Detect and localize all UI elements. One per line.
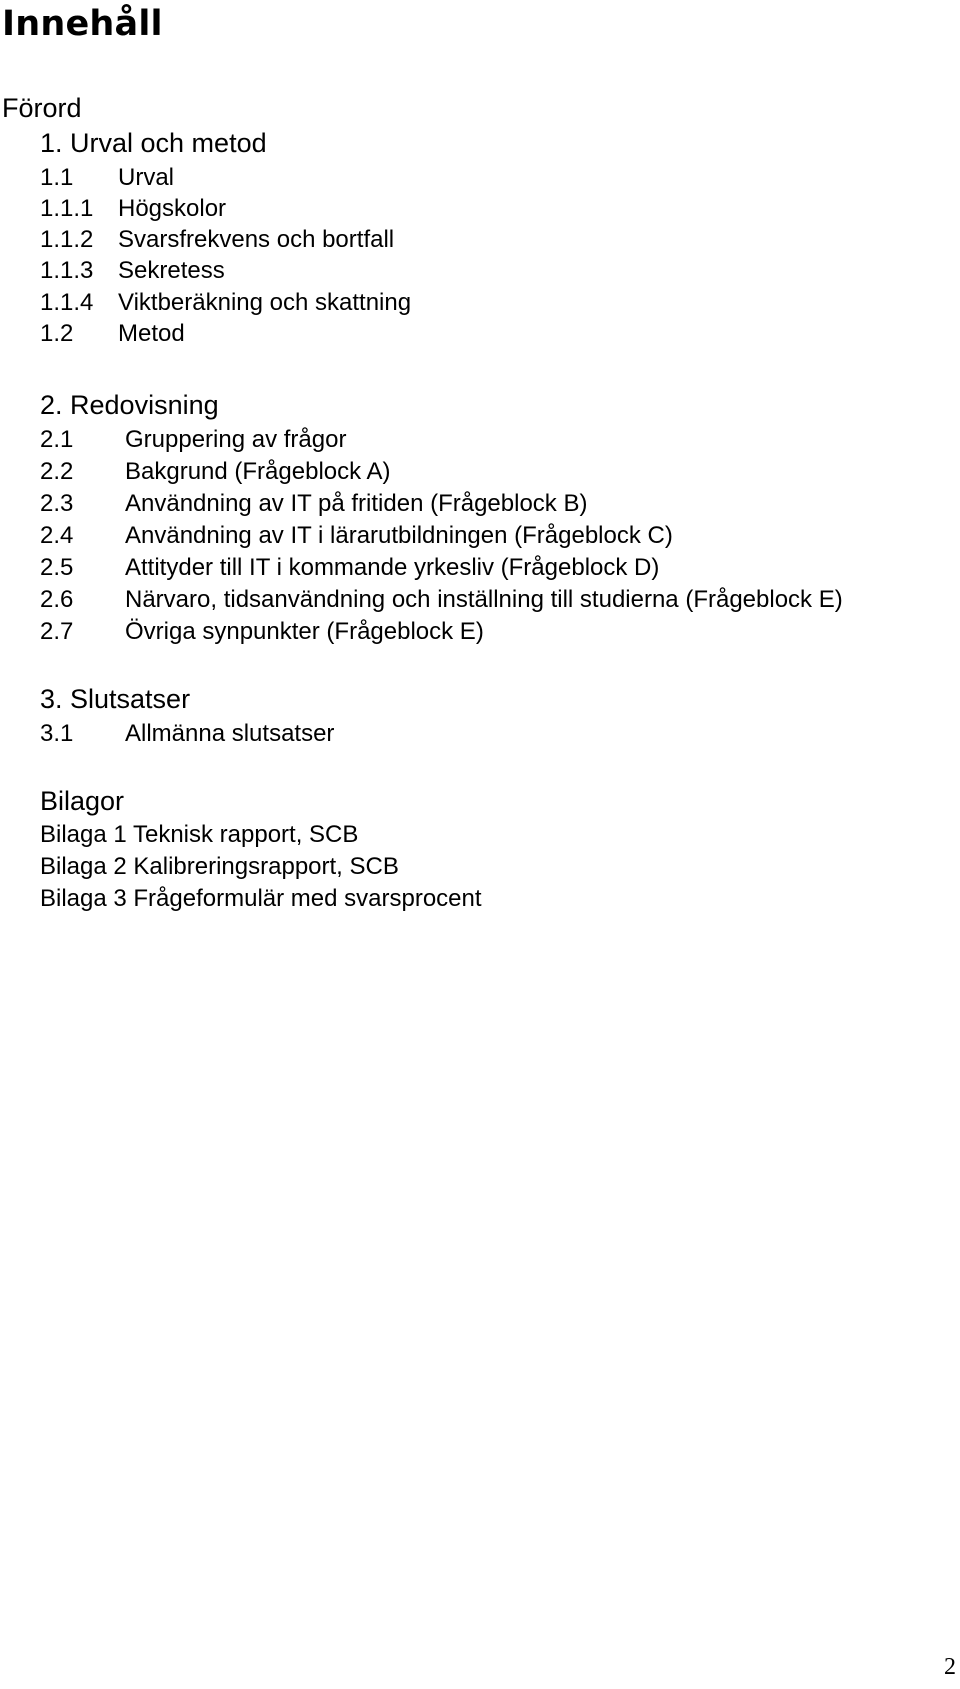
toc-entry (40, 319, 640, 349)
toc-entry-label: Attityder till IT i kommande yrkesliv (Frågeblock D) (125, 554, 660, 581)
toc-entry (40, 521, 950, 551)
toc-entry (40, 617, 950, 647)
toc-entry-number: 2.7 (40, 618, 74, 645)
appendix-item: Bilaga 2 Kalibreringsrapport, SCB (40, 853, 399, 880)
toc-entry-label: Användning av IT på fritiden (Frågeblock B) (125, 490, 588, 517)
toc-entry-label: Högskolor (118, 195, 227, 222)
toc-entry-label: Allmänna slutsatser (125, 720, 335, 747)
appendix-item: Bilaga 3 Frågeformulär med svarsprocent (40, 885, 482, 912)
section-1-heading: 1. Urval och metod (40, 128, 267, 158)
toc-entry-number: 1.1.2 (40, 226, 94, 253)
toc-entry-label: Svarsfrekvens och bortfall (118, 226, 395, 253)
toc-entry-number: 2.5 (40, 554, 74, 581)
section-3-heading: 3. Slutsatser (40, 684, 191, 714)
toc-entry-number: 2.4 (40, 522, 74, 549)
toc-entry (40, 288, 640, 318)
toc-entry (40, 225, 640, 255)
toc-entry (40, 163, 640, 193)
toc-entry-label: Närvaro, tidsanvändning och inställning till studierna (Frågeblock E) (125, 586, 843, 613)
toc-entry-number: 3.1 (40, 720, 74, 747)
toc-entry-number: 1.1.4 (40, 289, 94, 316)
toc-entry-number: 2.2 (40, 458, 74, 485)
toc-entry-label: Viktberäkning och skattning (118, 289, 412, 316)
foreword-heading: Förord (2, 93, 82, 123)
toc-entry (40, 457, 950, 487)
toc-entry (40, 553, 950, 583)
toc-entry-number: 1.1.3 (40, 257, 94, 284)
toc-entry-label: Metod (118, 320, 185, 347)
toc-entry (40, 425, 950, 455)
page-number: 2 (944, 1654, 956, 1680)
toc-entry-number: 2.1 (40, 426, 74, 453)
appendices-heading: Bilagor (40, 786, 125, 816)
toc-entry-number: 1.1.1 (40, 195, 94, 222)
page-title: Innehåll (2, 4, 163, 44)
toc-entry-label: Gruppering av frågor (125, 426, 347, 453)
toc-entry-number: 2.6 (40, 586, 74, 613)
section-2-heading: 2. Redovisning (40, 390, 219, 420)
toc-entry-number: 1.1 (40, 164, 74, 191)
toc-entry-label: Sekretess (118, 257, 225, 284)
toc-entry (40, 719, 640, 749)
toc-entry-label: Bakgrund (Frågeblock A) (125, 458, 391, 485)
toc-entry (40, 256, 640, 286)
toc-entry-number: 2.3 (40, 490, 74, 517)
toc-entry (40, 585, 950, 615)
toc-entry (40, 194, 640, 224)
toc-entry (40, 489, 950, 519)
toc-entry-number: 1.2 (40, 320, 74, 347)
appendix-item: Bilaga 1 Teknisk rapport, SCB (40, 821, 359, 848)
toc-entry-label: Urval (118, 164, 175, 191)
toc-entry-label: Användning av IT i lärarutbildningen (Frågeblock C) (125, 522, 673, 549)
toc-entry-label: Övriga synpunkter (Frågeblock E) (125, 618, 484, 645)
